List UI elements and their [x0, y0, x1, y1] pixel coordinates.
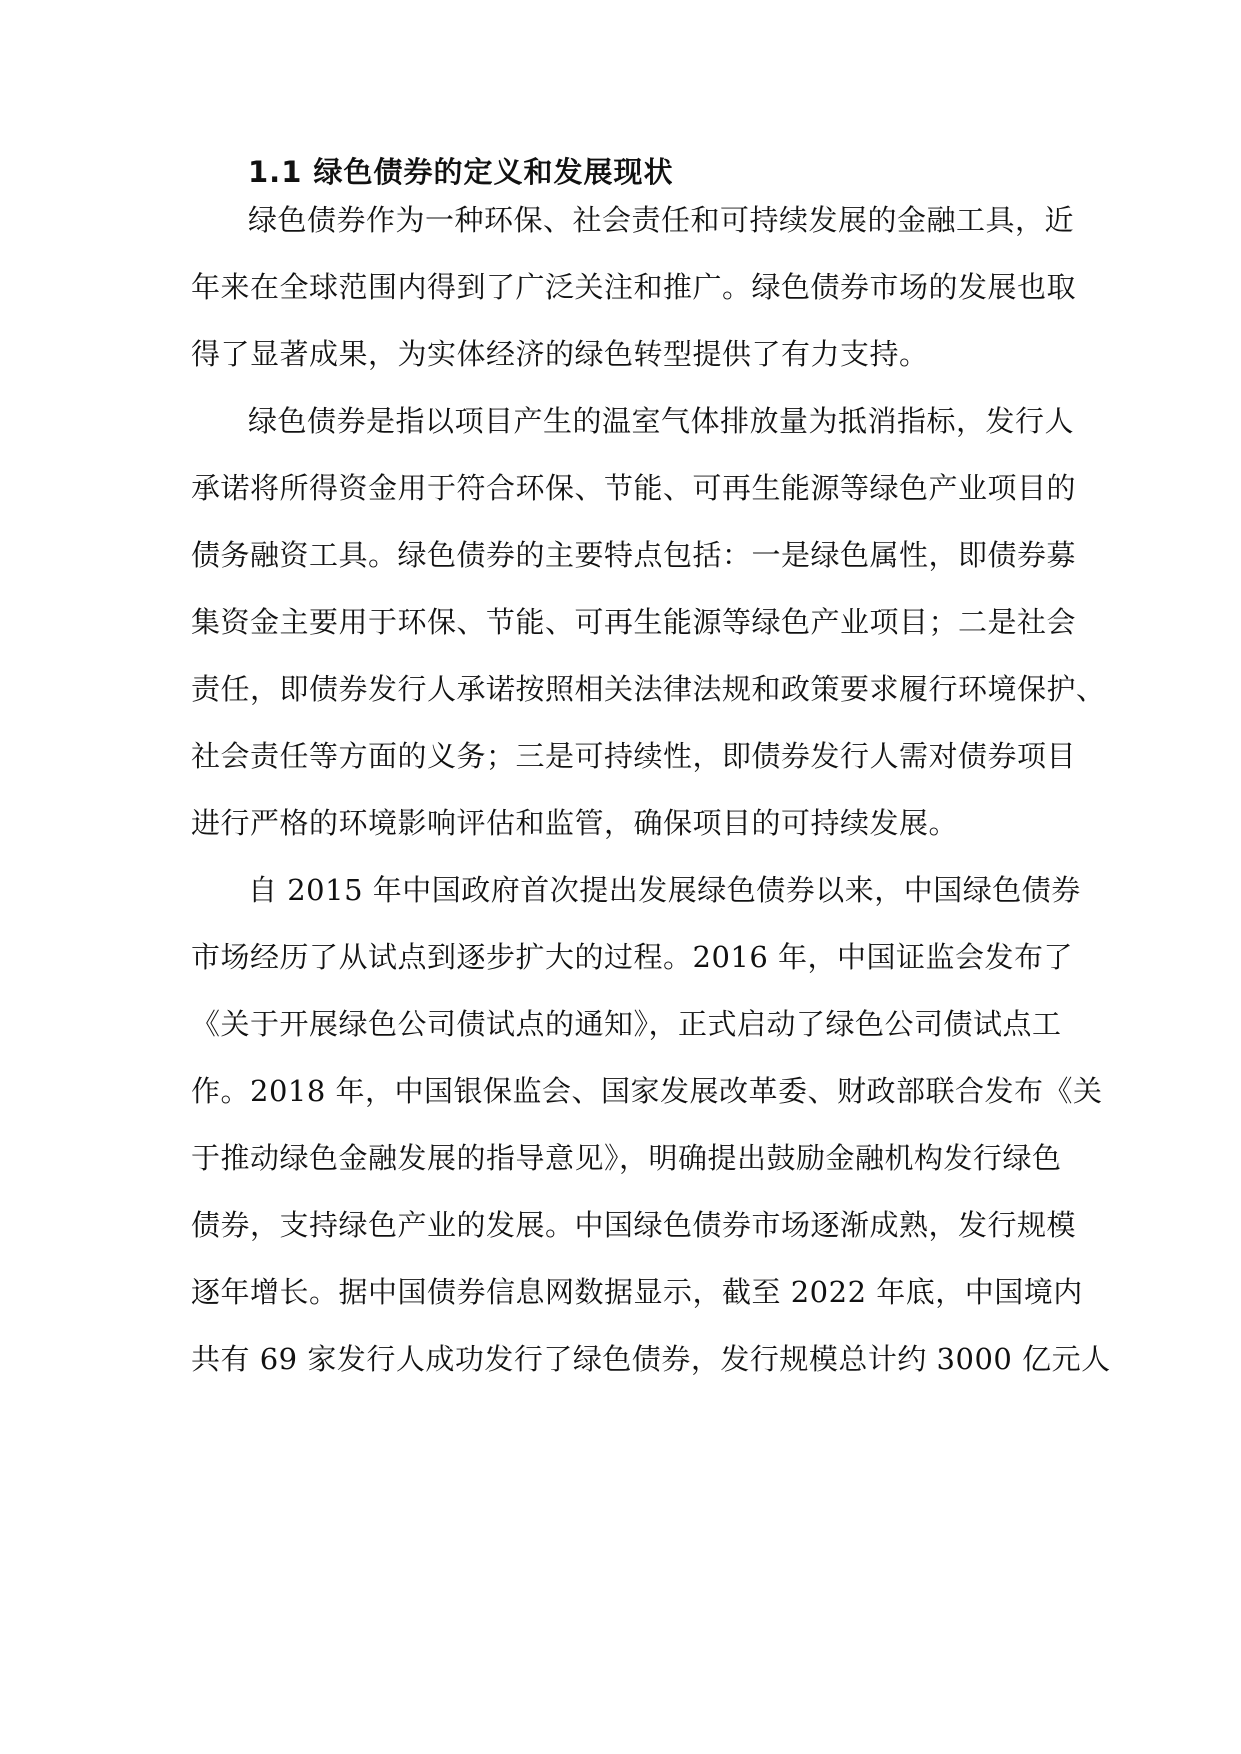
paragraph-1-line-2: 年来在全球范围内得到了广泛关注和推广。绿色债券市场的发展也取 — [191, 270, 1077, 304]
paragraph-3-line-3: 《关于开展绿色公司债试点的通知》，正式启动了绿色公司债试点工 — [191, 1007, 1062, 1041]
paragraph-1-line-3: 得了显著成果，为实体经济的绿色转型提供了有力支持。 — [191, 337, 929, 371]
paragraph-3-line-5: 于推动绿色金融发展的指导意见》，明确提出鼓励金融机构发行绿色 — [191, 1141, 1062, 1175]
paragraph-1-line-1: 绿色债券作为一种环保、社会责任和可持续发展的金融工具，近 — [248, 203, 1075, 237]
paragraph-2-line-2: 承诺将所得资金用于符合环保、节能、可再生能源等绿色产业项目的 — [191, 471, 1077, 505]
paragraph-2-line-1: 绿色债券是指以项目产生的温室气体排放量为抵消指标，发行人 — [248, 404, 1075, 438]
paragraph-2-line-7: 进行严格的环境影响评估和监管，确保项目的可持续发展。 — [191, 806, 959, 840]
paragraph-3-line-2: 市场经历了从试点到逐步扩大的过程。2016 年，中国证监会发布了 — [191, 940, 1074, 974]
paragraph-3-line-4: 作。2018 年，中国银保监会、国家发展改革委、财政部联合发布《关 — [191, 1074, 1103, 1108]
paragraph-3-line-1: 自 2015 年中国政府首次提出发展绿色债券以来，中国绿色债券 — [248, 873, 1081, 907]
paragraph-2-line-5: 责任，即债券发行人承诺按照相关法律法规和政策要求履行环境保护、 — [191, 672, 1106, 706]
paragraph-3-line-6: 债券，支持绿色产业的发展。中国绿色债券市场逐渐成熟，发行规模 — [191, 1208, 1077, 1242]
paragraph-3-line-7: 逐年增长。据中国债券信息网数据显示，截至 2022 年底，中国境内 — [191, 1275, 1083, 1309]
paragraph-2-line-4: 集资金主要用于环保、节能、可再生能源等绿色产业项目；二是社会 — [191, 605, 1077, 639]
paragraph-2-line-6: 社会责任等方面的义务；三是可持续性，即债券发行人需对债券项目 — [191, 739, 1077, 773]
section-heading: 1.1 绿色债券的定义和发展现状 — [248, 155, 674, 189]
paragraph-3-line-8: 共有 69 家发行人成功发行了绿色债券，发行规模总计约 3000 亿元人 — [191, 1342, 1111, 1376]
paragraph-2-line-3: 债务融资工具。绿色债券的主要特点包括：一是绿色属性，即债券募 — [191, 538, 1077, 572]
